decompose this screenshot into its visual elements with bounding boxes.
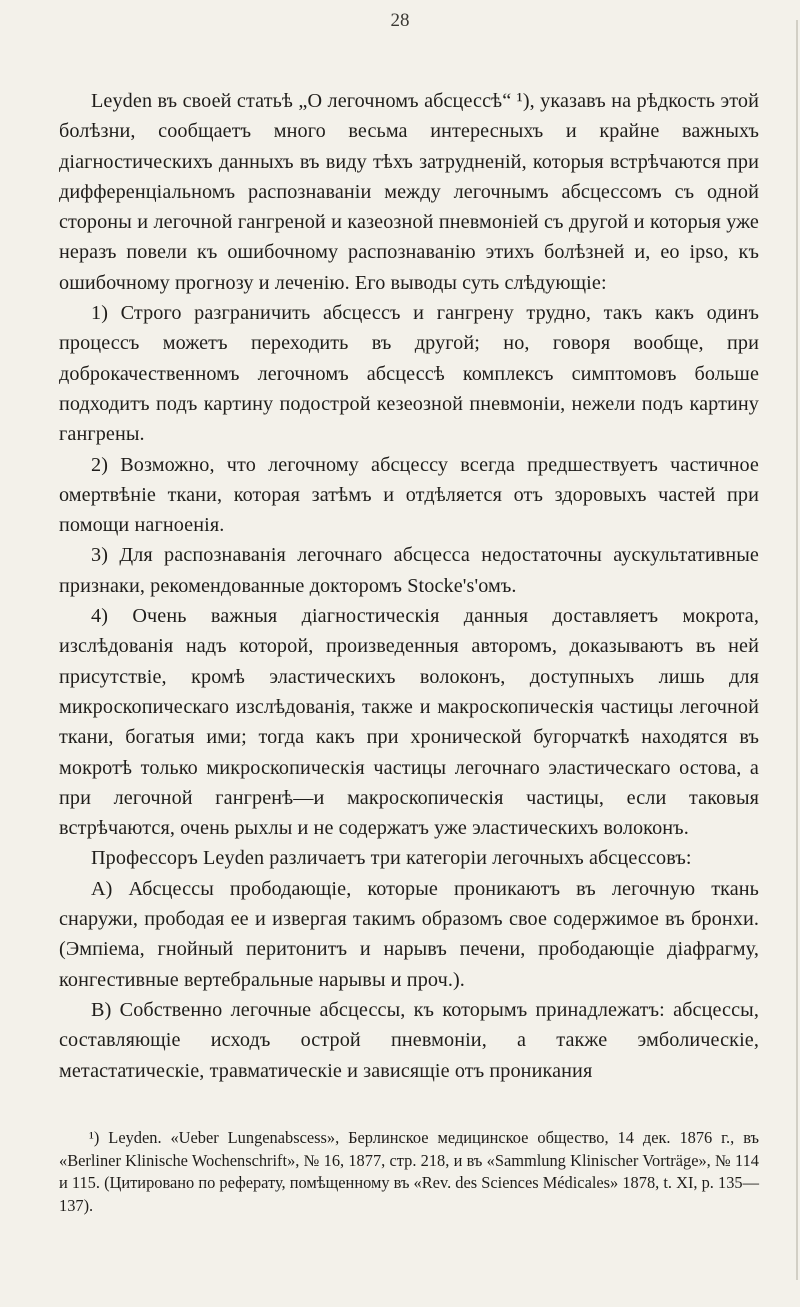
- paragraph-conclusion-2: 2) Возможно, что легочному абсцессу всегда предшествуетъ частичное омертвѣніе ткани, которая затѣмъ и отдѣляется отъ здоровыхъ частей при помощи нагноенія.: [59, 453, 759, 537]
- page-edge-shadow: [790, 20, 798, 1280]
- body-text: [59, 86, 759, 1086]
- paragraph-conclusion-1: 1) Строго разграничить абсцессъ и гангрену трудно, такъ какъ одинъ процессъ можетъ переходить въ другой; но, говоря вообще, при доброкачественномъ легочномъ абсцессѣ комплексъ симптомовъ больше подходитъ подъ картину подострой кезеозной пневмоніи, нежели подъ картину гангрены.: [59, 302, 759, 446]
- footnote: [59, 1127, 759, 1217]
- paragraph-conclusion-3: 3) Для распознаванія легочнаго абсцесса недостаточны аускультативные признаки, рекомендованные докторомъ Stocke's'омъ.: [59, 544, 759, 597]
- paragraph-intro: Leyden въ своей статьѣ „О легочномъ абсцессѣ“ ¹), указавъ на рѣдкость этой болѣзни, сообщаетъ много весьма интересныхъ и крайне важныхъ діагностическихъ данныхъ въ виду тѣхъ затрудненій, которыя встрѣчаются при дифференціальномъ распознаваніи между легочнымъ абсцессомъ съ одной стороны и легочной гангреной и казеозной пневмоніей съ другой и которыя уже неразъ повели къ ошибочному распознаванію этихъ болѣзней и, eo ipso, къ ошибочному прогнозу и леченію. Его выводы суть слѣдующіе:: [59, 90, 759, 294]
- paragraph-categories: Профессоръ Leyden различаетъ три категоріи легочныхъ абсцессовъ:: [91, 847, 692, 870]
- footnote-text: ¹) Leyden. «Ueber Lungenabscess», Берлинское медицинское общество, 14 дек. 1876 г., въ «Berliner Klinische Wochenschrift», № 16, 1877, стр. 218, и въ «Sammlung Klinischer Vorträge», № 114 и 115. (Цитировано по реферату, помѣщенному въ «Rev. des Sciences Médicales» 1878, t. XI, p. 135—137).: [59, 1128, 759, 1215]
- page-number: 28: [390, 10, 410, 31]
- paragraph-conclusion-4: 4) Очень важныя діагностическія данныя доставляетъ мокрота, изслѣдованія надъ которой, произведенныя авторомъ, доказываютъ въ ней присутствіе, кромѣ эластическихъ волоконъ, доступныхъ лишь для микроскопическаго изслѣдованія, также и макроскопическія частицы легочной ткани, богатыя ими; тогда какъ при хронической бугорчаткѣ находятся въ мокротѣ только микроскопическія частицы легочнаго эластическаго остова, а при легочной гангренѣ—и макроскопическія частицы, если таковыя встрѣчаются, очень рыхлы и не содержатъ уже эластическихъ волоконъ.: [59, 605, 759, 840]
- paragraph-category-a: А) Абсцессы прободающіе, которые проникаютъ въ легочную ткань снаружи, прободая ее и извергая такимъ образомъ свое содержимое въ бронхи. (Эмпіема, гнойный перитонитъ и нарывъ печени, прободающіе діафрагму, конгестивные вертебральные нарывы и проч.).: [59, 877, 759, 991]
- paragraph-category-b: В) Собственно легочные абсцессы, къ которымъ принадлежатъ: абсцессы, составляющіе исходъ острой пневмоніи, а также эмболическіе, метастатическіе, травматическіе и зависящіе отъ проникания: [59, 998, 759, 1082]
